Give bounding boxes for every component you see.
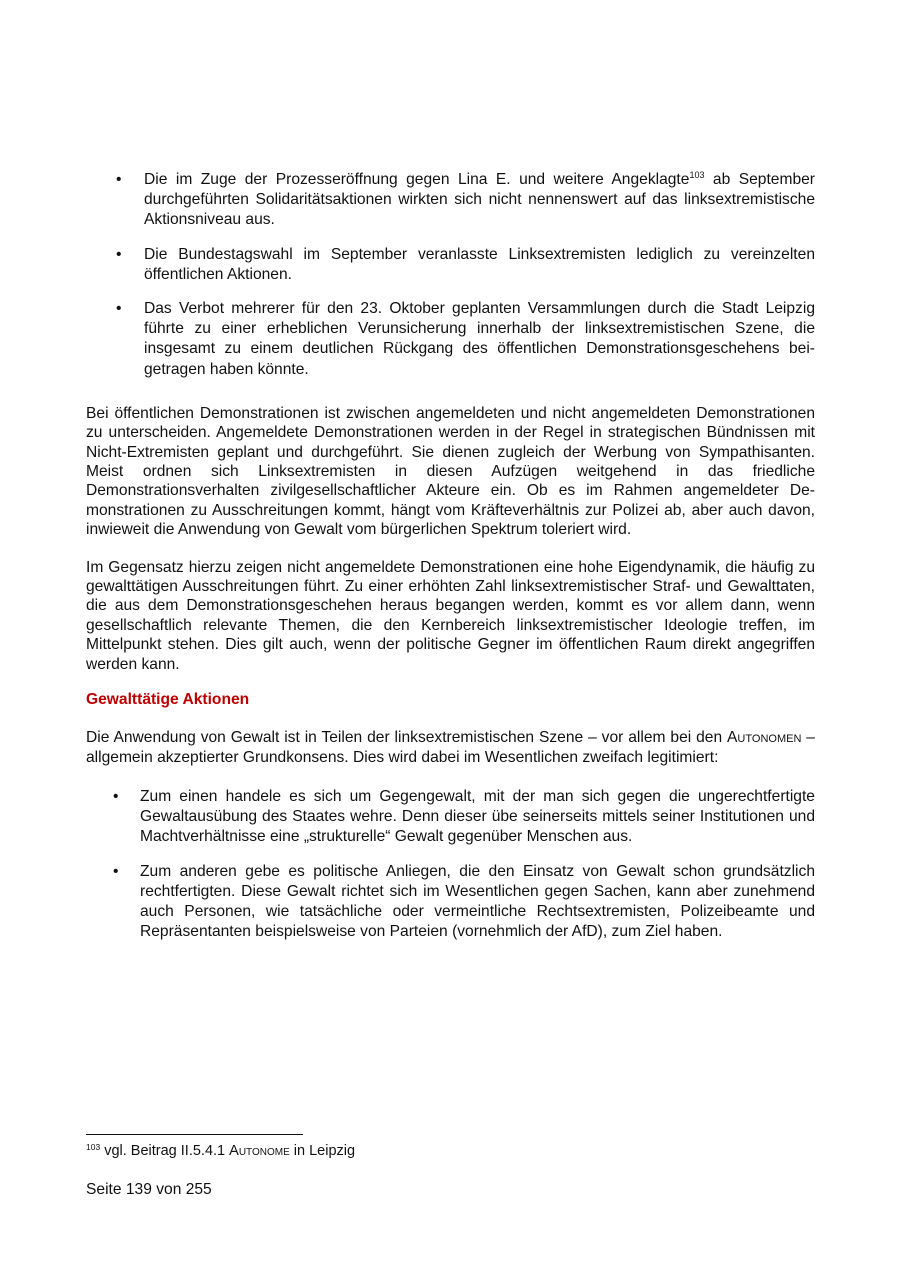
- page-number: Seite 139 von 255: [86, 1181, 212, 1198]
- bullet-icon: •: [113, 787, 119, 805]
- bullet-text-continued: ab September durchgeführten Solidaritätsaktionen wirkten sich nicht nennenswert auf das linksextremistische Aktionsniveau aus.: [144, 171, 815, 229]
- bullet-icon: •: [116, 245, 122, 263]
- term-autonome: Autonomen: [727, 729, 802, 747]
- footnote-divider: [86, 1134, 303, 1135]
- bullet-list-top: [86, 170, 815, 380]
- section-heading: Gewalttätige Aktionen: [86, 691, 250, 709]
- bullet-icon: •: [113, 862, 119, 880]
- bullet-text: Zum einen handele es sich um Gegengewalt, mit der man sich gegen die ungerechtfertigte Gewaltausübung des Staates wehre. Denn dieser übe seinerseits mittels seiner Institutionen und Machtverhältnisse eine „strukturelle“ Gewalt gegenüber Menschen aus.: [140, 787, 815, 846]
- bullet-text: Die Bundestagswahl im September veranlasste Linksextremisten lediglich zu vereinzelten öffentlichen Aktionen.: [144, 245, 815, 283]
- paragraph-text: Die Anwendung von Gewalt ist in Teilen der linksextremistischen Szene – vor allem bei den: [86, 729, 728, 747]
- list-item: [86, 299, 815, 380]
- bullet-icon: •: [116, 300, 122, 318]
- list-item: [86, 245, 815, 285]
- page-content: [86, 170, 815, 956]
- footnote-text-continued: in Leipzig: [289, 1143, 356, 1159]
- paragraph-text-continued: – allgemein akzeptierter Grundkonsens. Dies wird dabei im Wesentlichen zweifach legitimiert:: [86, 729, 815, 766]
- list-item: [86, 787, 815, 848]
- footnote-text: vgl. Beitrag II.5.4.1: [100, 1143, 230, 1159]
- footnote-term: Autonome: [229, 1143, 290, 1159]
- footnote: [86, 1142, 355, 1160]
- bullet-icon: •: [116, 171, 122, 188]
- paragraph-demonstrations: Bei öffentlichen Demonstrationen ist zwischen angemeldeten und nicht angemeldeten Demonstrationen zu unterscheiden. Angemeldete Demonstrationen werden in der Regel in strategischen Bündnissen mit Nicht-Extremisten geplant und durchgeführt. Sie dienen zugleich der Werbung von Sympathisanten. Meist ordnen sich Linksextremisten in diesen Aufzügen weitgehend in das friedliche Demonstrationsverhalten zivilgesellschaftlicher Akteure ein. Ob es im Rahmen angemeldeter Demonstrationen zu Ausschreitungen kommt, hängt vom Kräfteverhältnis zur Polizei ab, aber auch davon, inwieweit die Anwendung von Gewalt vom bürgerlichen Spektrum toleriert wird.: [86, 404, 815, 539]
- footnote-number: 103: [86, 1142, 101, 1152]
- bullet-text: Das Verbot mehrerer für den 23. Oktober geplanten Versammlungen durch die Stadt Leipzig führte zu einer erheblichen Verunsicherung innerhalb der linksextremistischen Szene, die insgesamt zu einem deutlichen Rückgang des öffentlichen Demonstrationsgeschehens beigetragen haben könnte.: [144, 300, 815, 378]
- bullet-text: Die im Zuge der Prozesseröffnung gegen Lina E. und weitere Angeklagte: [144, 171, 690, 188]
- bullet-list-bottom: [86, 787, 815, 942]
- paragraph-violence: [86, 728, 815, 767]
- list-item: [86, 862, 815, 943]
- footnote-reference[interactable]: 103: [689, 170, 705, 180]
- bullet-text: Zum anderen gebe es politische Anliegen, die den Einsatz von Gewalt schon grundsätzlich rechtfertigten. Diese Gewalt richtet sich im Wesentlichen gegen Sachen, kann aber zunehmend auch Personen, wie tatsächliche oder vermeintliche Rechtsextremisten, Polizeibeamte und Repräsentanten beispielsweise von Parteien (vornehmlich der AfD), zum Ziel haben.: [140, 862, 815, 941]
- paragraph-unregistered-demonstrations: Im Gegensatz hierzu zeigen nicht angemeldete Demonstrationen eine hohe Eigendynamik, die häufig zu gewalttätigen Ausschreitungen führt. Zu einer erhöhten Zahl linksextremistischer Straf- und Gewalttaten, die aus dem Demonstrationsgeschehen heraus begangen werden, kommt es vor allem dann, wenn gesellschaftlich relevante Themen, die den Kernbereich linksextremistischer Ideologie treffen, im Mittelpunkt stehen. Dies gilt auch, wenn der politische Gegner im öffentlichen Raum direkt angegriffen werden kann.: [86, 558, 815, 673]
- list-item: [86, 170, 815, 231]
